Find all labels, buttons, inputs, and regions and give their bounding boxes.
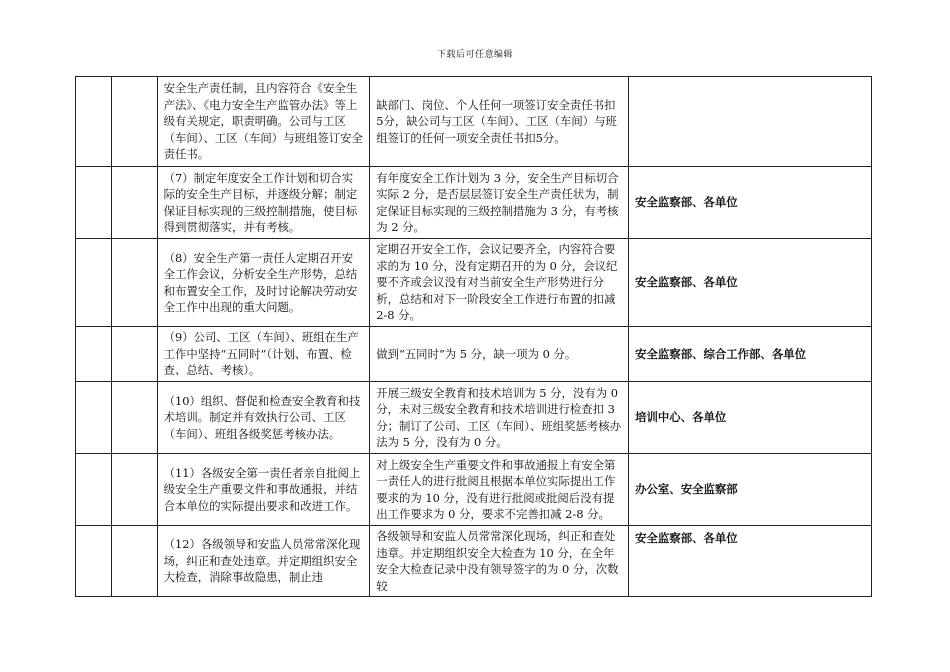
requirement-cell: （12）各级领导和安监人员常常深化现场，纠正和查处违章。并定期组织安全大检查，消除事故隐患，制止违 [157, 526, 370, 597]
table-row [76, 239, 872, 327]
blank-cell [76, 327, 112, 382]
scoring-cell: 对上级安全生产重要文件和事故通报上有安全第一责任人的进行批阅且根据本单位实际提出工作要求的为 10 分，没有进行批阅或批阅后没有提出工作要求为 0 分，要求不完善扣减 2-8 分。 [370, 454, 629, 526]
blank-cell [112, 167, 157, 239]
safety-responsibility-table [75, 76, 872, 597]
scoring-cell: 定期召开安全工作，会议记要齐全，内容符合要求的为 10 分，没有定期召开的为 0 分，会议纪要不齐或会议没有对当前安全生产形势进行分析，总结和对下一阶段安全工作进行布置的扣减 2-8 分。 [370, 239, 629, 327]
scoring-cell: 各级领导和安监人员常常深化现场，纠正和查处违章。并定期组织安全大检查为 10 分，在全年安全大检查记录中没有领导签字的为 0 分，次数较 [370, 526, 629, 597]
table-row [76, 77, 872, 167]
requirement-cell: （11）各级安全第一责任者亲自批阅上级安全生产重要文件和事故通报，并结合本单位的实际提出要求和改进工作。 [157, 454, 370, 526]
blank-cell [112, 382, 157, 454]
table-row [76, 167, 872, 239]
blank-cell [76, 167, 112, 239]
scoring-cell: 缺部门、岗位、个人任何一项签订安全责任书扣5分，缺公司与工区（车间）、工区（车间）与班组签订的任何一项安全责任书扣5分。 [370, 77, 629, 167]
table-row [76, 327, 872, 382]
responsible-cell: 培训中心、各单位 [629, 382, 872, 454]
blank-cell [76, 77, 112, 167]
page-header-note: 下载后可任意编辑 [436, 50, 513, 60]
requirement-cell: 安全生产责任制，且内容符合《安全生产法》、《电力安全生产监管办法》等上级有关规定，职责明确。公司与工区（车间）、工区（车间）与班组签订安全责任书。 [157, 77, 370, 167]
blank-cell [76, 454, 112, 526]
scoring-cell: 开展三级安全教育和技术培训为 5 分，没有为 0 分，未对三级安全教育和技术培训进行检查扣 3 分；制订了公司、工区（车间）、班组奖惩考核办法为 5 分，没有为 0 分。 [370, 382, 629, 454]
responsible-cell: 安全监察部、各单位 [629, 239, 872, 327]
table-row [76, 526, 872, 597]
requirement-cell: （7）制定年度安全工作计划和切合实际的安全生产目标，并逐级分解；制定保证目标实现的三级控制措施，使目标得到贯彻落实，并有考核。 [157, 167, 370, 239]
blank-cell [76, 526, 112, 597]
table-row [76, 382, 872, 454]
requirement-cell: （8）安全生产第一责任人定期召开安全工作会议，分析安全生产形势，总结和布置安全工作，及时讨论解决劳动安全工作中出现的重大问题。 [157, 239, 370, 327]
requirement-cell: （9）公司、工区（车间）、班组在生产工作中坚持“五同时”（计划、布置、检查、总结、考核）。 [157, 327, 370, 382]
blank-cell [112, 454, 157, 526]
requirement-cell: （10）组织、督促和检查安全教育和技术培训。制定并有效执行公司、工区（车间）、班组各级奖惩考核办法。 [157, 382, 370, 454]
responsible-cell: 办公室、安全监察部 [629, 454, 872, 526]
blank-cell [76, 239, 112, 327]
blank-cell [76, 382, 112, 454]
blank-cell [112, 327, 157, 382]
blank-cell [112, 239, 157, 327]
responsible-cell: 安全监察部、综合工作部、各单位 [629, 327, 872, 382]
scoring-cell: 有年度安全工作计划为 3 分，安全生产目标切合实际 2 分，是否层层签订安全生产责任状为，制定保证目标实现的三级控制措施为 3 分，有考核为 2 分。 [370, 167, 629, 239]
blank-cell [112, 77, 157, 167]
table-row [76, 454, 872, 526]
responsible-cell: 安全监察部、各单位 [629, 167, 872, 239]
blank-cell [112, 526, 157, 597]
responsible-cell [629, 77, 872, 167]
scoring-cell: 做到“五同时”为 5 分，缺一项为 0 分。 [370, 327, 629, 382]
responsible-cell: 安全监察部、各单位 [629, 526, 872, 597]
